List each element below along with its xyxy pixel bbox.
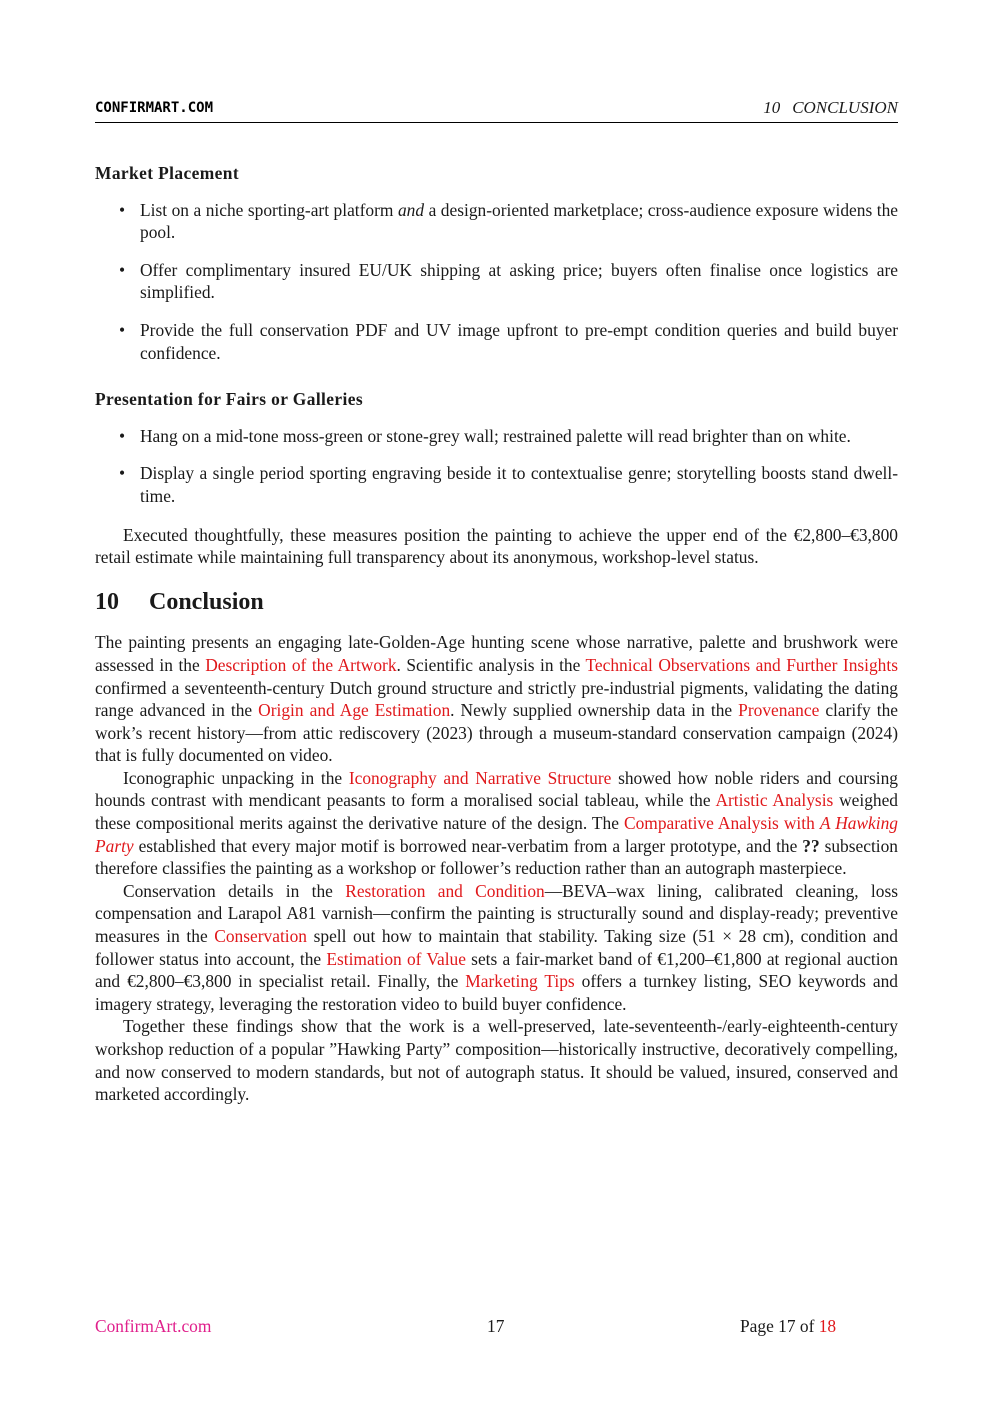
paragraph-text: showed how noble riders and coursing hounds contrast with mendicant peasants to form a moralised social tableau, while the: [95, 767, 898, 811]
market-placement-list: [95, 199, 898, 365]
section-title: Conclusion: [149, 588, 264, 615]
paragraph-text: sets a fair-market band of €1,200–€1,800 at regional auction and €2,800–€3,800 in specialist retail. Finally, the: [95, 948, 898, 992]
paragraph-text: offers a turnkey listing, SEO keywords and imagery strategy, leveraging the restoration video to build buyer confidence.: [95, 971, 898, 1014]
paragraph-text: Conservation details in the: [123, 880, 346, 901]
running-section-name: CONCLUSION: [792, 98, 898, 117]
paragraph-text: weighed these compositional merits against the derivative nature of the design. The: [95, 790, 898, 834]
list-text: Display a single period sporting engraving beside it to contextualise genre; storytelling boosts stand dwell-time.: [140, 463, 898, 506]
conclusion-paragraph-4: Together these findings show that the work is a well-preserved, late-seventeenth-/early-eighteenth-century workshop reduction of a popular ”Hawking Party” composition—historically instructive, decoratively compelling, and now conserved to modern standards, but not of autograph status. It should be valued, insured, conserved and marketed accordingly.: [95, 1016, 898, 1105]
bullet-icon: •: [119, 259, 126, 280]
ref-technical-link[interactable]: Technical Observations and Further Insights: [585, 654, 898, 675]
paragraph-text: The painting presents an engaging late-Golden-Age hunting scene whose narrative, palette and brushwork were assessed in the: [95, 632, 898, 675]
site-logo: CONFIRMART.COM: [95, 100, 214, 116]
paragraph-text: established that every major motif is borrowed near-verbatim from a larger prototype, and the: [133, 835, 803, 856]
paragraph-text: confirmed a seventeenth-century Dutch ground structure and strictly pre-industrial pigments, validating the dating range advanced in the: [95, 677, 898, 721]
document-page: [95, 0, 898, 1404]
link-text: Comparative Analysis with: [624, 813, 820, 834]
bullet-icon: •: [119, 319, 126, 340]
ref-origin-link[interactable]: Origin and Age Estimation: [258, 700, 451, 721]
ref-conservation-link[interactable]: Conservation: [214, 926, 308, 947]
conclusion-paragraph-1: [95, 631, 898, 767]
paragraph-text: subsection therefore classifies the painting as a workshop or follower’s reduction rather than an autograph masterpiece.: [95, 835, 898, 879]
ref-iconography-link[interactable]: Iconography and Narrative Structure: [348, 767, 612, 788]
conclusion-paragraph-2: [95, 767, 898, 880]
footer-site-link[interactable]: ConfirmArt.com: [95, 1316, 212, 1336]
paragraph-text: . Scientific analysis in the: [396, 654, 586, 675]
fairs-galleries-list: [95, 425, 898, 508]
paragraph-text: spell out how to maintain that stability. Taking size (51 × 28 cm), condition and follower status into account, the: [95, 926, 898, 969]
fairs-galleries-heading: Presentation for Fairs or Galleries: [95, 389, 364, 410]
footer-page-count: [740, 1316, 836, 1337]
link-emphasis: A Hawking Party: [95, 813, 898, 856]
last-page-link[interactable]: 18: [818, 1316, 837, 1336]
ref-restoration-link[interactable]: Restoration and Condition: [345, 880, 545, 901]
ref-description-link[interactable]: Description of the Artwork: [205, 654, 397, 675]
market-placement-heading: Market Placement: [95, 163, 240, 183]
section-heading: [95, 588, 898, 615]
list-text: Hang on a mid-tone moss-green or stone-grey wall; restrained palette will read brighter than on white.: [140, 425, 851, 446]
page-body: [95, 162, 898, 1106]
summary-paragraph: Executed thoughtfully, these measures position the painting to achieve the upper end of the €2,800–€3,800 retail estimate while maintaining full transparency about its anonymous, workshop-level status.: [95, 524, 898, 568]
running-section-number: 10: [763, 98, 781, 117]
list-item: [95, 425, 898, 448]
list-item: [95, 259, 898, 304]
list-text: Offer complimentary insured EU/UK shipping at asking price; buyers often finalise once logistics are simplified.: [140, 259, 898, 303]
page-count-text: Page 17 of: [740, 1316, 819, 1336]
ref-valuation-link[interactable]: Estimation of Value: [326, 948, 466, 969]
paragraph-text: —BEVA–wax lining, calibrated cleaning, loss compensation and Larapol A81 varnish—confirm the painting is structurally sound and display-ready; preventive measures in the: [95, 880, 898, 947]
footer-page-number: 17: [487, 1316, 505, 1336]
list-item: [95, 199, 898, 244]
emphasis-text: and: [397, 199, 425, 220]
section-number: 10: [95, 588, 119, 615]
list-text: List on a niche sporting-art platform: [140, 199, 398, 220]
bullet-icon: •: [119, 463, 126, 484]
paragraph-text: Iconographic unpacking in the: [123, 767, 349, 788]
ref-marketing-link[interactable]: Marketing Tips: [465, 971, 575, 992]
bullet-icon: •: [119, 425, 126, 446]
missing-reference: ??: [802, 835, 820, 856]
list-item: [95, 319, 898, 364]
running-section-title: [763, 98, 898, 118]
bullet-icon: •: [119, 199, 126, 220]
list-text: a design-oriented marketplace; cross-audience exposure widens the pool.: [140, 199, 898, 243]
paragraph-text: clarify the work’s recent history—from attic rediscovery (2023) through a museum-standard conservation campaign (2024) that is fully documented on video.: [95, 700, 898, 766]
conclusion-paragraph-3: [95, 880, 898, 1016]
list-item: [95, 462, 898, 507]
ref-provenance-link[interactable]: Provenance: [738, 700, 820, 721]
ref-artistic-link[interactable]: Artistic Analysis: [715, 790, 834, 811]
running-header: [95, 98, 898, 123]
list-text: Provide the full conservation PDF and UV image upfront to pre-empt condition queries and build buyer confidence.: [140, 319, 898, 363]
paragraph-text: . Newly supplied ownership data in the: [450, 700, 739, 721]
